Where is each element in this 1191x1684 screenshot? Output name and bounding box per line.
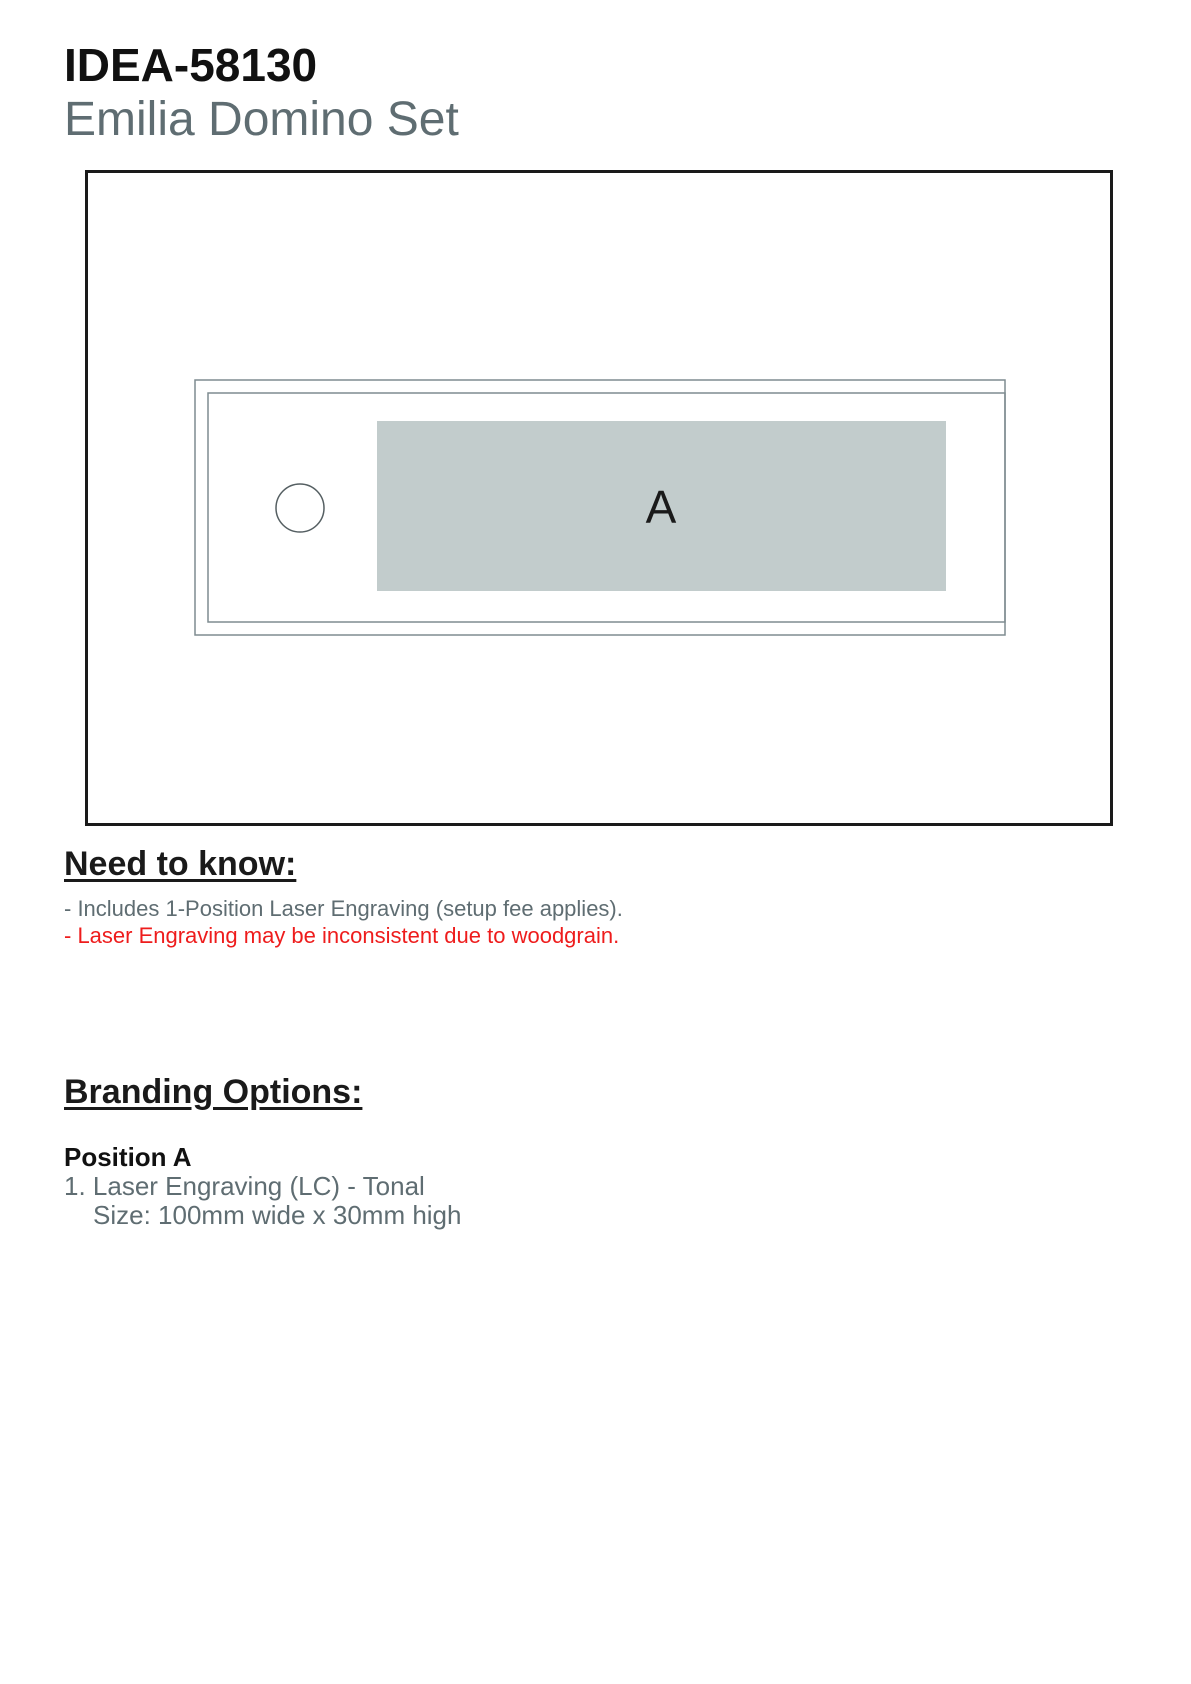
product-name: Emilia Domino Set — [64, 93, 459, 146]
note-setup-fee: - Includes 1-Position Laser Engraving (setup fee applies). — [64, 896, 623, 921]
position-a-label: A — [645, 481, 677, 533]
position-a-title: Position A — [64, 1142, 192, 1172]
branding-size: Size: 100mm wide x 30mm high — [93, 1200, 462, 1230]
branding-method: 1. Laser Engraving (LC) - Tonal — [64, 1171, 425, 1201]
product-drawing-frame — [85, 170, 1113, 826]
product-line-drawing — [88, 173, 1110, 823]
need-to-know-heading: Need to know: — [64, 845, 297, 883]
note-woodgrain-warning: - Laser Engraving may be inconsistent due to woodgrain. — [64, 923, 620, 948]
clasp-circle — [276, 484, 324, 532]
branding-options-heading: Branding Options: — [64, 1073, 363, 1111]
product-code: IDEA-58130 — [64, 39, 318, 91]
